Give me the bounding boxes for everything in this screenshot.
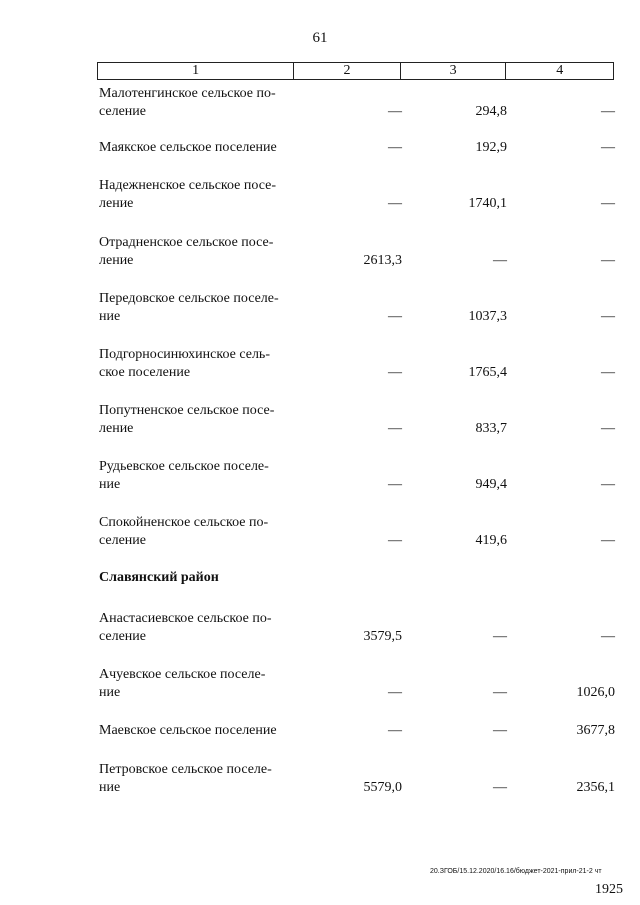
settlement-name: Анастасиевское сельское по- селение (99, 611, 272, 644)
value-col-4: — (601, 421, 615, 436)
settlement-name: Малотенгинское сельское по- селение (99, 86, 276, 119)
document-code: 20.ЗГОБ/15.12.2020/16.16/бюджет-2021-прил-21-2 чт (430, 868, 602, 875)
value-col-3: 1037,3 (468, 309, 507, 324)
value-col-2: 2613,3 (363, 253, 402, 268)
value-col-4: 1026,0 (576, 685, 615, 700)
value-col-4: — (601, 104, 615, 119)
value-col-3: — (493, 780, 507, 795)
column-header-1: 1 (98, 63, 294, 79)
value-col-3: — (493, 723, 507, 738)
value-col-2: 5579,0 (363, 780, 402, 795)
value-col-2: — (388, 309, 402, 324)
value-col-4: — (601, 309, 615, 324)
value-col-2: — (388, 104, 402, 119)
settlement-name: Отрадненское сельское посе- ление (99, 235, 274, 268)
value-col-4: — (601, 477, 615, 492)
settlement-name: Подгорносинюхинское сель- ское поселение (99, 347, 270, 380)
value-col-3: — (493, 253, 507, 268)
value-col-3: 419,6 (475, 533, 507, 548)
value-col-4: — (601, 533, 615, 548)
value-col-3: 949,4 (475, 477, 507, 492)
value-col-4: — (601, 253, 615, 268)
settlement-name: Маякское сельское поселение (99, 140, 277, 155)
value-col-3: 192,9 (475, 140, 507, 155)
column-header-3: 3 (401, 63, 507, 79)
value-col-4: — (601, 365, 615, 380)
column-header-row (97, 62, 614, 80)
settlement-name: Передовское сельское поселе- ние (99, 291, 279, 324)
value-col-2: — (388, 365, 402, 380)
settlement-name: Маевское сельское поселение (99, 723, 277, 738)
value-col-2: — (388, 421, 402, 436)
value-col-2: — (388, 140, 402, 155)
value-col-4: — (601, 629, 615, 644)
district-heading: Славянский район (99, 570, 219, 585)
value-col-3: — (493, 629, 507, 644)
page-number: 61 (312, 30, 328, 46)
value-col-2: — (388, 533, 402, 548)
value-col-3: 833,7 (475, 421, 507, 436)
value-col-3: 294,8 (475, 104, 507, 119)
settlement-name: Ачуевское сельское поселе- ние (99, 667, 266, 700)
value-col-4: — (601, 196, 615, 211)
value-col-3: — (493, 685, 507, 700)
value-col-4: 2356,1 (576, 780, 615, 795)
settlement-name: Рудьевское сельское поселе- ние (99, 459, 269, 492)
value-col-2: — (388, 723, 402, 738)
value-col-2: 3579,5 (363, 629, 402, 644)
value-col-3: 1765,4 (468, 365, 507, 380)
column-header-4: 4 (556, 63, 564, 78)
settlement-name: Надежненское сельское посе- ление (99, 178, 276, 211)
value-col-2: — (388, 196, 402, 211)
column-header-2: 2 (294, 63, 401, 79)
settlement-name: Спокойненское сельское по- селение (99, 515, 269, 548)
value-col-4: 3677,8 (576, 723, 615, 738)
value-col-2: — (388, 477, 402, 492)
settlement-name: Попутненское сельское посе- ление (99, 403, 275, 436)
value-col-4: — (601, 140, 615, 155)
settlement-name: Петровское сельское поселе- ние (99, 762, 272, 795)
value-col-3: 1740,1 (468, 196, 507, 211)
value-col-2: — (388, 685, 402, 700)
footer-page-number: 1925 (595, 882, 623, 897)
